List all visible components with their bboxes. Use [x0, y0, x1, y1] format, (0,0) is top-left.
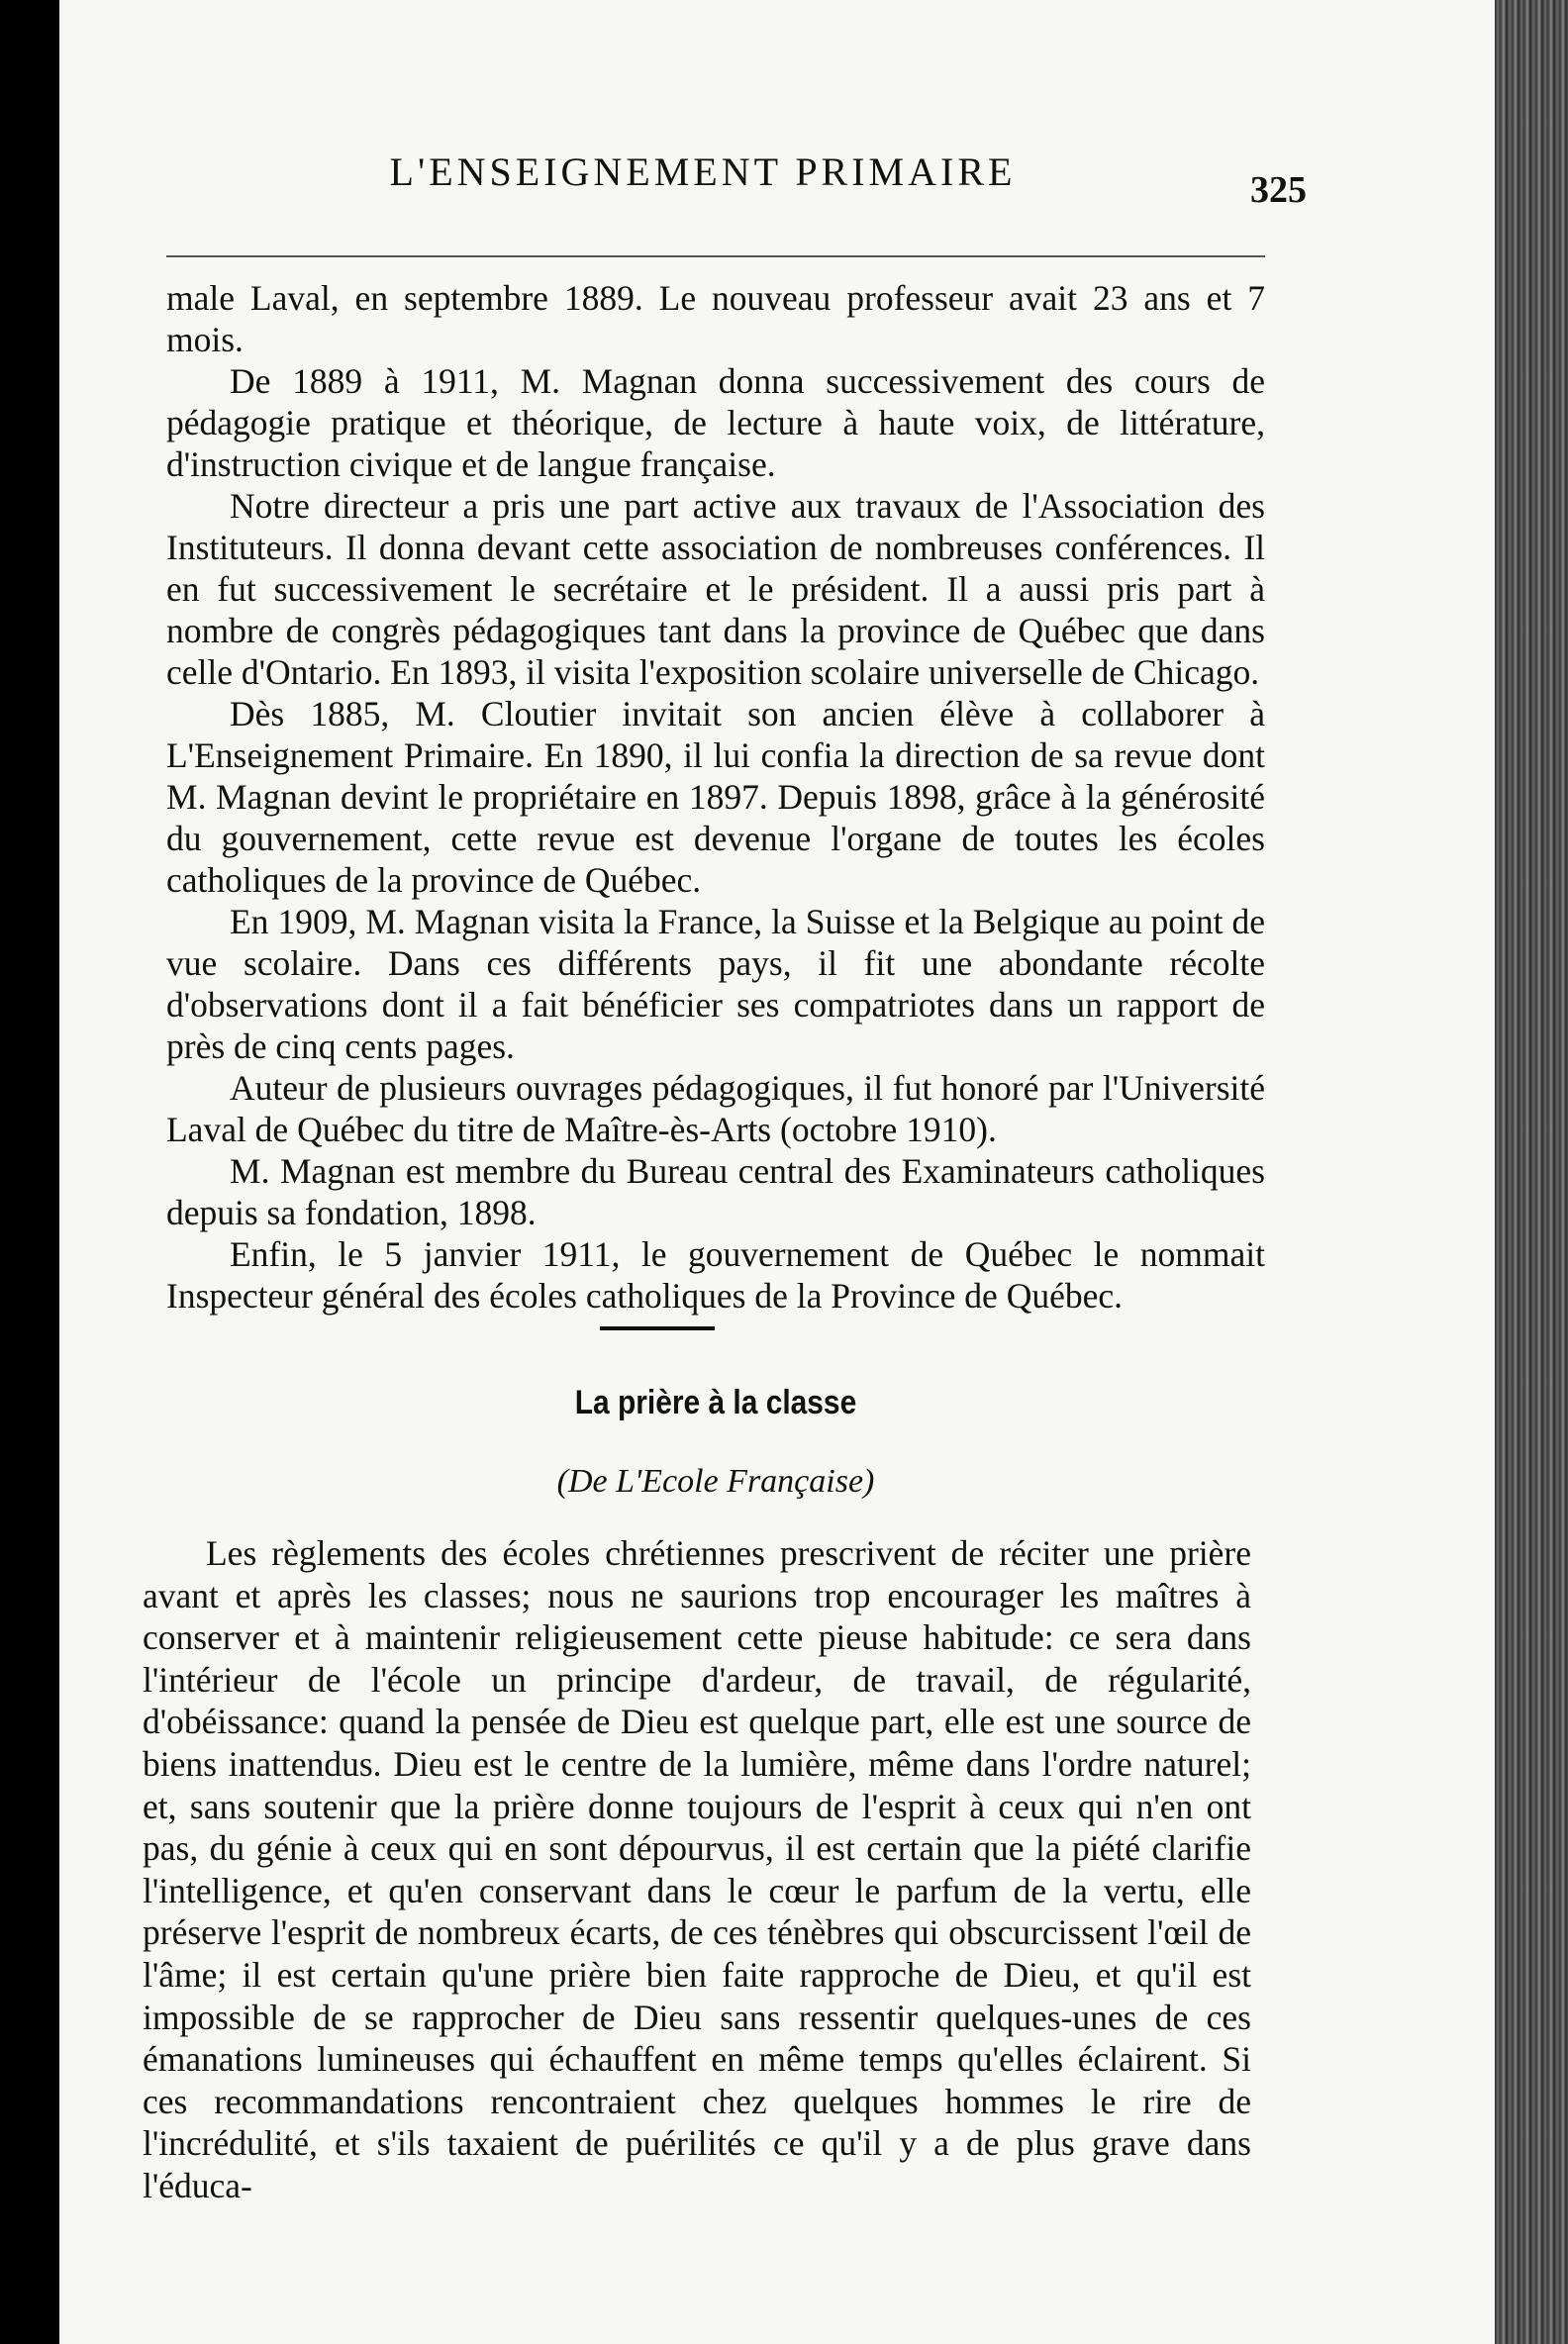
- paragraph: Les règlements des écoles chrétiennes prescrivent de réciter une prière avant et après les classes; nous ne saurions trop encourager les maîtres à conserver et à maintenir religieusement cette pieuse habitude: ce sera dans l'intérieur de l'école un principe d'ardeur, de travail, de régularité, d'obéissance: quand la pensée de Dieu est quelque part, elle est une source de biens inattendus. Dieu est le centre de la lumière, même dans l'ordre naturel; et, sans soutenir que la prière donne toujours de l'esprit à ceux qui n'en ont pas, du génie à ceux qui en sont dépourvus, il est certain que la piété clarifie l'intelligence, et qu'en conservant dans le cœur le parfum de la vertu, elle préserve l'esprit de nombreux écarts, de ces ténèbres qui obscurcissent l'œil de l'âme; il est certain qu'une prière bien faite rapproche de Dieu, et qu'il est impossible de se rapprocher de Dieu sans ressentir quelques-unes de ces émanations lumineuses qui échauffent en même temps qu'elles éclairent. Si ces recommandations rencontraient chez quelques hommes le rire de l'incrédulité, et s'ils taxaient de puérilités ce qu'il y a de plus grave dans l'éduca-: [143, 1533, 1251, 2205]
- section-divider: [600, 1326, 715, 1330]
- paragraph: Notre directeur a pris une part active aux travaux de l'Association des Instituteurs. Il donna devant cette association de nombreuses conférences. Il en fut successivement le secrétaire et le président. Il a aussi pris part à nombre de congrès pédagogiques tant dans la province de Québec que dans celle d'Ontario. En 1893, il visita l'exposition scolaire universelle de Chicago.: [166, 486, 1265, 692]
- page-header: [99, 148, 1307, 211]
- section-subtitle: (De L'Ecole Française): [556, 1463, 875, 1500]
- paragraph: Enfin, le 5 janvier 1911, le gouvernement de Québec le nommait Inspecteur général des écoles catholiques de la Province de Québec.: [166, 1234, 1265, 1316]
- article-body-2: [143, 1532, 1251, 2207]
- paragraph: En 1909, M. Magnan visita la France, la Suisse et la Belgique au point de vue scolaire. Dans ces différents pays, il fit une abondante récolte d'observations dont il a fait bénéficier ses compatriotes dans un rapport de près de cinq cents pages.: [166, 902, 1265, 1066]
- paragraph: De 1889 à 1911, M. Magnan donna successivement des cours de pédagogie pratique et théorique, de lecture à haute voix, de littérature, d'instruction civique et de langue française.: [166, 361, 1265, 484]
- paragraph: Auteur de plusieurs ouvrages pédagogiques, il fut honoré par l'Université Laval de Québec du titre de Maître-ès-Arts (octobre 1910).: [166, 1068, 1265, 1149]
- article-body: [166, 277, 1265, 1317]
- page-stack-edge: [1495, 0, 1568, 2344]
- paragraph: male Laval, en septembre 1889. Le nouveau professeur avait 23 ans et 7 mois.: [166, 278, 1265, 359]
- paragraph: Dès 1885, M. Cloutier invitait son ancien élève à collaborer à L'Enseignement Primaire. En 1890, il lui confia la direction de sa revue dont M. Magnan devint le propriétaire en 1897. Depuis 1898, grâce à la générosité du gouvernement, cette revue est devenue l'organe de toutes les écoles catholiques de la province de Québec.: [166, 694, 1265, 900]
- running-title: L'ENSEIGNEMENT PRIMAIRE: [389, 149, 1017, 194]
- section-title: La prière à la classe: [574, 1384, 857, 1421]
- scan-left-margin: [0, 0, 59, 2344]
- header-rule: [166, 255, 1265, 257]
- paragraph: M. Magnan est membre du Bureau central des Examinateurs catholiques depuis sa fondation, 1898.: [166, 1151, 1265, 1232]
- page-number: 325: [1250, 169, 1307, 211]
